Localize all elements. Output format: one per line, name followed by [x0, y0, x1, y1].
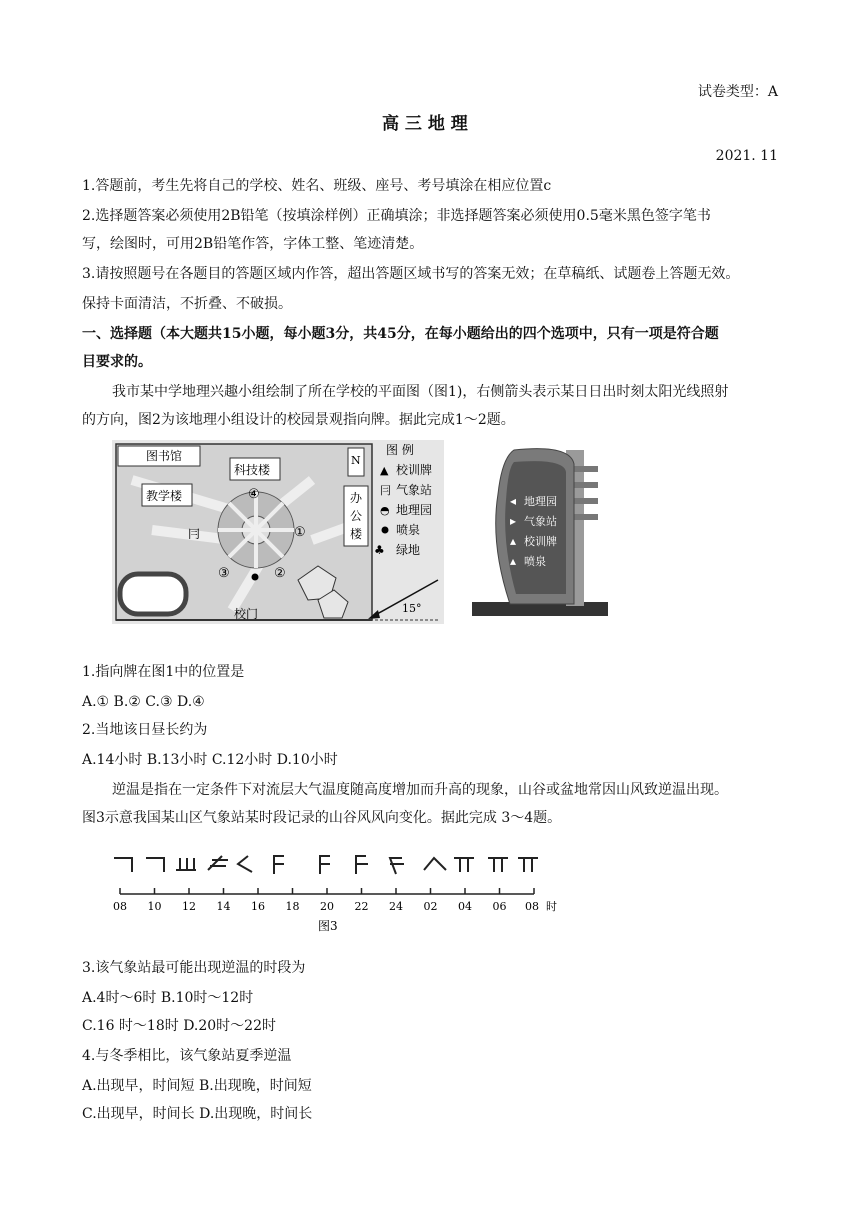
svg-text:地理园: 地理园 — [396, 503, 433, 517]
section-heading-cont: 目要求的。 — [82, 354, 152, 370]
north-arrow-label: N — [351, 454, 361, 467]
svg-text:绿地: 绿地 — [396, 543, 421, 557]
q3-options-cd: C.16 时～18时 D.20时～22时 — [82, 1018, 276, 1034]
svg-text:24: 24 — [389, 900, 403, 913]
svg-text:喷泉: 喷泉 — [396, 523, 421, 537]
q1-stem: 1.指向牌在图1中的位置是 — [82, 664, 245, 680]
svg-text:①: ① — [294, 525, 306, 540]
svg-text:◂: ◂ — [510, 494, 517, 508]
sign-weather-station: 气象站 — [524, 515, 557, 528]
instruction-2-cont: 写，绘图时，可用2B铅笔作答，字体工整、笔迹清楚。 — [82, 236, 424, 252]
q3-options-ab: A.4时～6时 B.10时～12时 — [82, 990, 254, 1006]
q4-stem: 4.与冬季相比，该气象站夏季逆温 — [82, 1048, 292, 1064]
page-title: 高 三 地 理 — [382, 114, 468, 134]
q4-options-cd: C.出现早，时间长 D.出现晚，时间长 — [82, 1106, 313, 1122]
sun-angle-label: 15° — [402, 602, 422, 615]
svg-text:办: 办 — [350, 491, 363, 505]
instruction-3: 3.请按照题号在各题目的答题区域内作答，超出答题区域书写的答案无效；在草稿纸、试题卷上答题无效。 — [82, 266, 740, 282]
passage1-line1: 我市某中学地理兴趣小组绘制了所在学校的平面图（图1)，右侧箭头表示某日日出时刻太阳光线照射 — [112, 384, 729, 400]
svg-text:12: 12 — [182, 900, 196, 913]
sign-motto-board: 校训牌 — [524, 535, 557, 548]
svg-text:06: 06 — [492, 900, 507, 913]
paper-type: 试卷类型：A — [697, 84, 778, 100]
svg-text:08: 08 — [525, 900, 539, 913]
svg-text:④: ④ — [248, 487, 260, 502]
passage2-line1: 逆温是指在一定条件下对流层大气温度随高度增加而升高的现象，山谷或盆地常因山风致逆温出现。 — [112, 782, 728, 798]
svg-text:16: 16 — [251, 900, 265, 913]
svg-text:♣: ♣ — [374, 543, 385, 557]
exam-date: 2021. 11 — [715, 148, 778, 164]
svg-text:02: 02 — [423, 900, 438, 913]
svg-text:▲: ▲ — [380, 464, 389, 477]
legend-title: 图 例 — [386, 443, 414, 457]
instruction-1: 1.答题前，考生先将自己的学校、姓名、班级、座号、考号填涂在相应位置c — [82, 178, 552, 194]
svg-text:冃: 冃 — [380, 484, 391, 497]
science-building-label: 科技楼 — [234, 463, 271, 477]
svg-text:③: ③ — [218, 566, 230, 581]
wind-timeline-figure — [104, 848, 574, 936]
svg-text:②: ② — [274, 566, 286, 581]
instruction-2: 2.选择题答案必须使用2B铅笔（按填涂样例）正确填涂；非选择题答案必须使用0.5毫米黑色签字笔书 — [82, 208, 711, 224]
sign-fountain: 喷泉 — [524, 555, 546, 568]
instruction-3-cont: 保持卡面清洁，不折叠、不破损。 — [82, 296, 292, 312]
svg-text:校训牌: 校训牌 — [396, 463, 433, 477]
svg-text:◓: ◓ — [380, 504, 390, 517]
section-heading: 一、选择题（本大题共15小题，每小题3分，共45分，在每小题给出的四个选项中，只有一项是符合题 — [82, 326, 719, 342]
svg-text:冃: 冃 — [188, 527, 201, 541]
svg-text:▸: ▸ — [510, 514, 517, 528]
svg-text:楼: 楼 — [350, 527, 363, 541]
school-map-figure — [112, 440, 444, 624]
svg-text:18: 18 — [285, 900, 300, 913]
gate-label: 校门 — [234, 607, 259, 621]
library-label: 图书馆 — [146, 449, 183, 463]
svg-text:20: 20 — [320, 900, 334, 913]
q2-options: A.14小时 B.13小时 C.12小时 D.10小时 — [82, 752, 338, 768]
teaching-building-label: 教学楼 — [146, 489, 183, 503]
wind-barbs — [114, 856, 538, 874]
svg-text:▴: ▴ — [510, 554, 517, 568]
svg-text:04: 04 — [458, 900, 472, 913]
time-unit: 时 — [546, 900, 557, 913]
figure3-caption: 图3 — [318, 919, 338, 933]
svg-text:14: 14 — [216, 900, 231, 913]
passage2-line2: 图3示意我国某山区气象站某时段记录的山谷风风向变化。据此完成 3～4题。 — [82, 810, 562, 826]
q1-options: A.① B.② C.③ D.④ — [82, 694, 205, 710]
passage1-line2: 的方向，图2为该地理小组设计的校园景观指向牌。据此完成1～2题。 — [82, 412, 515, 428]
q4-options-ab: A.出现早，时间短 B.出现晚，时间短 — [82, 1078, 312, 1094]
svg-text:▴: ▴ — [510, 534, 517, 548]
sign-geography-garden: 地理园 — [524, 495, 557, 508]
signpost-figure — [470, 444, 610, 618]
svg-text:10: 10 — [147, 900, 162, 913]
svg-text:08: 08 — [113, 900, 127, 913]
svg-text:气象站: 气象站 — [396, 483, 433, 497]
svg-text:公: 公 — [350, 509, 363, 523]
q3-stem: 3.该气象站最可能出现逆温的时段为 — [82, 960, 306, 976]
q2-stem: 2.当地该日昼长约为 — [82, 722, 208, 738]
svg-text:22: 22 — [354, 900, 369, 913]
